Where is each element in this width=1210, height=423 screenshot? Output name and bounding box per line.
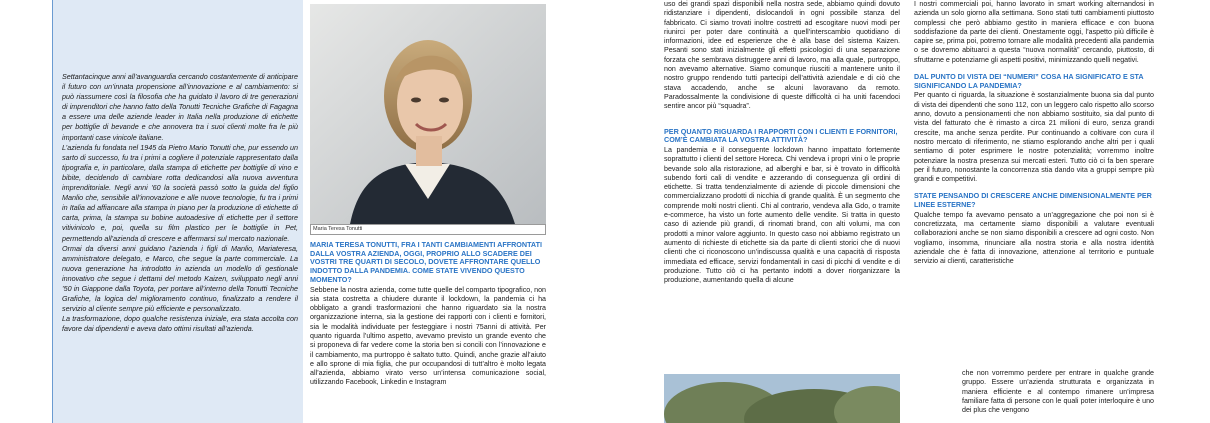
question-heading: DAL PUNTO DI VISTA DEI “NUMERI” COSA HA SIGNIFICATO E STA SIGNIFICANDO LA PANDEMIA? [914,72,1144,90]
wrapped-text [962,369,1154,415]
portrait-photo [310,4,546,224]
sidebar-paragraph: Settantacinque anni all’avanguardia cercando costantemente di anticipare il futuro con un’innata propensione all’innovazione e al cambiamento: si può riassumere così la filosofia che ha guidato il lavoro di tre generazioni di imprenditori che hanno fatto della Tonutti Tecniche Grafiche di Fagagna a essere una delle aziende leader in Italia nella produzione di etichette per bottiglie di bevande e che annovera tra i suoi clienti molte fra le più importanti case vinicole italiane. [62,72,298,142]
answer-continuation: che non vorremmo perdere per entrare in qualche grande gruppo. Essere un’azienda strutturata e organizzata in maniera efficiente e al contempo rimanere un’impresa familiare fatta di persone con le quali poter interloquire è uno dei plus che vengono [962,369,1154,415]
question-heading: PER QUANTO RIGUARDA I RAPPORTI CON I CLIENTI E FORNITORI, COM’È CAMBIATA LA VOSTRA ATTIVITÀ? [664,126,898,145]
left-margin-strip [0,0,53,423]
sidebar-paragraph: La trasformazione, dopo qualche resistenza iniziale, era stata accolta con favore dai dipendenti e aveva dato ottimi risultati all’azienda. [62,314,298,334]
column-4 [914,0,1154,267]
column-3 [664,0,900,285]
column-3-intro: uso dei grandi spazi disponibili nella nostra sede, abbiamo quindi dovuto ridistanziare i dipendenti, dislocandoli in ogni possibile stanza del fabbricato. Ci siamo trovati inoltre costretti ad escogitare nuovi modi per riunirci per poter dare continuità a quell’interscambio quotidiano di informazioni, idee ed esperienze che è alla base del sistema Kaizen. Pesanti sono stati inizialmente gli effetti psicologici di una separazione forzata che sembrava distruggere anni di lavoro, ma alla quale, purtroppo, non avevamo alternative. Siamo comunque riusciti a mantenere unito il nostro gruppo rendendo tutti partecipi dell’attività aziendale e di ciò che stava accadendo, anche se alcuni lavoravano da remoto. Paradossalmente la condivisione di queste difficoltà ci ha uniti facendoci sentire ancor più “squadra”. [664,0,900,111]
column-2 [310,241,546,388]
answer-text: La pandemia e il conseguente lockdown hanno impattato fortemente soprattutto i clienti del settore Horeca. Chi vendeva i propri vini o le proprie bevande solo alla ristorazione, ad alberghi e bar, si è trovato in difficoltà subendo forti cali di vendite e azzerando di conseguenza gli ordini di etichette. Si tratta tendenzialmente di aziende di piccole dimensioni che commercializzano prodotti di nicchia di grande qualità. È un segmento che comprende molti nostri clienti. Chi al contrario, vendeva alla Gdo, o tramite e-commerce, ha visto un forte aumento delle vendite. Si tratta in questo caso di aziende più grandi, di rinomati brand, con alti volumi, ma con prodotti a minor valore aggiunto. In questo caso noi abbiamo registrato un aumento di richieste di etichette sia da parte di clienti storici che di nuovi clienti che ci riconoscono un’indiscussa qualità e una capacità di risposta immediata ed efficace, servizi fondamentali in casi di picchi di vendite e di produzione. Tutto ciò ci ha pertanto indotti a dover riorganizzare la produzione, aumentando quella di alcune [664,145,900,285]
portrait-illustration [310,4,546,224]
sidebar-text [62,72,298,334]
landscape-illustration [664,374,900,423]
answer-text: Per quanto ci riguarda, la situazione è sostanzialmente buona sia dal punto di vista dei dipendenti che sono 112, con un leggero calo rispetto allo scorso anno, dovuto a pensionamenti che non abbiamo sostituito, sia dal punto di vista del fatturato che è rimasto a circa 21 milioni di euro, senza grandi crescite, ma anche senza perdite. Pur continuando a coltivare con cura il nostro mercato di riferimento, ne stiamo esplorando anche altri per i quali sentiamo di poter esprimere le nostre potenzialità; vorremmo inoltre potenziare la nostra presenza sui mercati esteri. Tutto ciò ci fa ben sperare per il futuro, nonostante la concorrenza stia dando vita a gruppi sempre più grandi e competitivi. [914,91,1154,184]
question-heading: MARIA TERESA TONUTTI, FRA I TANTI CAMBIAMENTI AFFRONTATI DALLA VOSTRA AZIENDA, OGGI, PROPRIO ALLO SCADERE DEI VOSTRI TRE QUARTI DI SECOLO, DOVETE AFFRONTARE QUELLO INDOTTO DALLA PANDEMIA. COME STATE VIVENDO QUESTO MOMENTO? [310,240,542,284]
question-heading: STATE PENSANDO DI CRESCERE ANCHE DIMENSIONALMENTE PER LINEE ESTERNE? [914,191,1152,210]
sidebar-paragraph: Ormai da diversi anni guidano l’azienda i figli di Manlio, Mariateresa, amministratore delegato, e Marco, che segue la parte commerciale. La nuova generazione ha introdotto in azienda un modello di gestionale innovativo che segue i dettami del metodo Kaizen, sviluppato negli anni ’50 in Giappone dalla Toyota, per portare all’interno della Tonutti Tecniche Grafiche, la logica del miglioramento continuo, finalizzato a rendere il servizio al cliente sempre più efficiente e personalizzato. [62,243,298,314]
column-4-intro: I nostri commerciali poi, hanno lavorato in smart working alternandosi in azienda un solo giorno alla settimana. Sono stati tutti cambiamenti piuttosto complessi che però abbiamo gestito in maniera efficace e con buona soddisfazione da parte dei clienti. Onestamente oggi, l’aspetto più difficile è capire se, prima poi, potremo tornare alle modalità precedenti alla pandemia o se dovremo abituarci a questa “nuova normalità” cercando, piuttosto, di sfruttarne e potenziarne gli aspetti positivi, minimizzando quelli negativi. [914,0,1154,64]
sidebar-paragraph: L’azienda fu fondata nel 1945 da Pietro Mario Tonutti che, pur essendo un sarto di successo, fu tra i primi a cogliere il potenziale rappresentato dalla tipografia e, in particolare, dalla stampa di etichette per bottiglie di vino e bibite, decidendo di cambiare rotta dedicandosi alla nuova avventura imprenditoriale. Negli anni ’60 la società passò sotto la guida del figlio Manlio che, sensibile all’innovazione e alle nuove tecnologie, fu tra i primi in Italia ad affiancare alla stampa in piano per la produzione di etichette di carta, prima, la stampa su bobine autoadesive di etichette per il settore vitivinicolo e, poi, quella su film plastico per le bottiglie in Pet, permettendo all’azienda di crescere e affermarsi sul mercato nazionale. [62,142,298,243]
answer-text: Qualche tempo fa avevamo pensato a un’aggregazione che poi non si è concretizzata, ma certamente siamo disponibili a valutare eventuali collaborazioni anche se non siamo disponibili a crescere ad ogni costo. Non vogliamo, insomma, rinunciare alla nostra storia e alla nostra identità aziendale che è fatta di innovazione, attenzione al territorio e puntuale servizio ai clienti, caratteristiche [914,210,1154,266]
answer-text: Sebbene la nostra azienda, come tutte quelle del comparto tipografico, non sia stata costretta a chiudere durante il lockdown, la pandemia ci ha obbligato a grandi trasformazioni che hanno riguardato sia la nostra organizzazione interna, sia la gestione dei rapporti con i clienti e fornitori, sia le modalità individuate per festeggiare i nostri 75anni di attività. Per quanto riguarda l’ultimo aspetto, avevamo previsto un grande evento che si proponeva di far vedere come la storia ben si concili con l’innovazione e il cambiamento, ma purtroppo è saltato tutto. Quindi, anche grazie all’aiuto e allo sprone di mia figlia, che pur occupandosi di tutt’altro è molto legata all’azienda, abbiamo virato verso un’intensa comunicazione social, utilizzando Facebook, Linkedin e Instagram [310,285,546,387]
bottom-photo [664,374,900,423]
photo-caption: Maria Teresa Tonutti [313,226,363,232]
